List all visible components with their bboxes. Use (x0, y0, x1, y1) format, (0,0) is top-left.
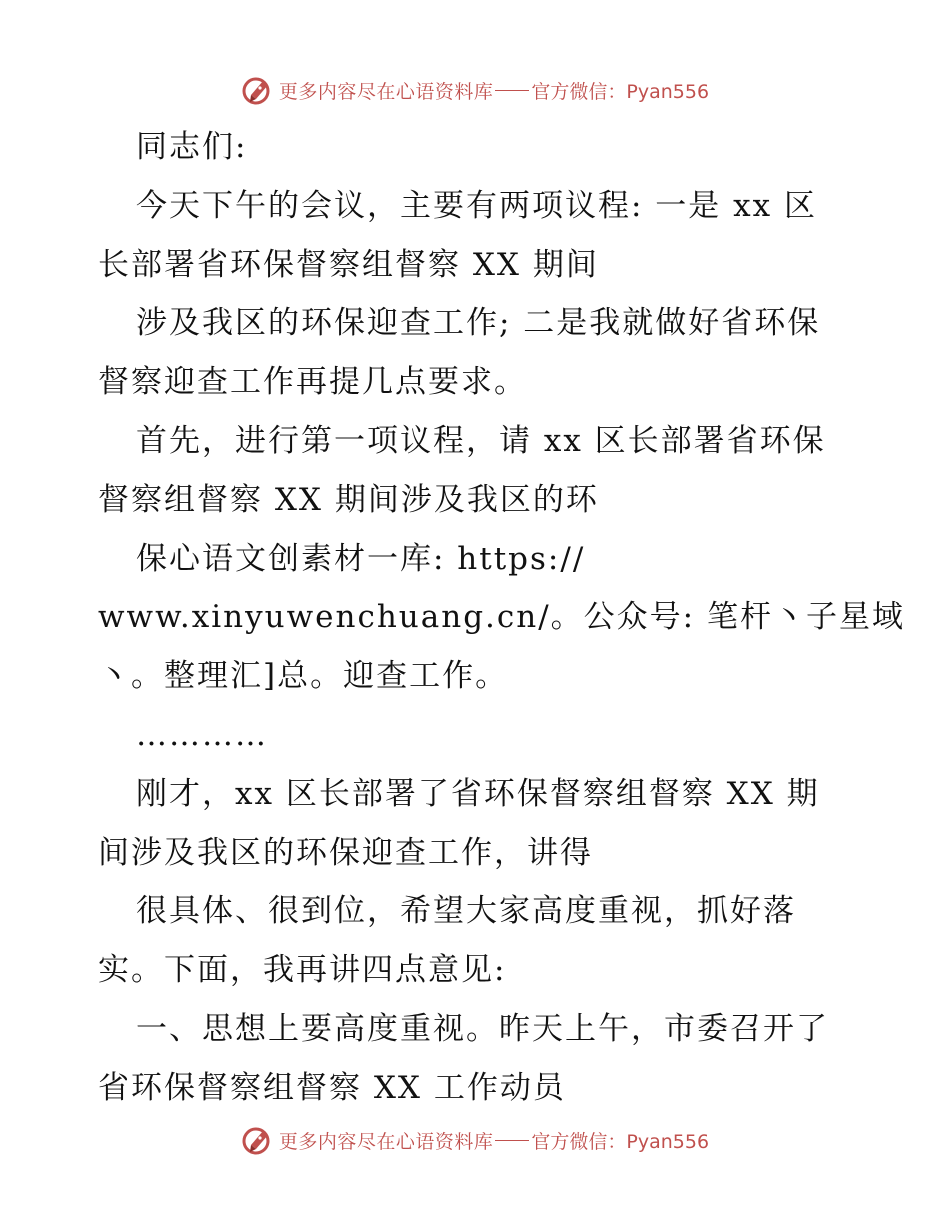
body-line: 今天下午的会议，主要有两项议程: 一是 xx 区 (136, 187, 817, 224)
pen-nib-logo-icon (241, 73, 275, 107)
body-line: 丶。整理汇]总。迎查工作。 (98, 658, 509, 695)
header-banner (0, 70, 950, 110)
body-line: 刚才，xx 区长部署了省环保督察组督察 XX 期 (136, 775, 820, 812)
body-line: www.xinyuwenchuang.cn/。公众号: 笔杆丶子星域 (98, 599, 905, 636)
footer-banner (0, 1120, 950, 1160)
body-line: 实。下面，我再讲四点意见: (98, 952, 507, 989)
document-body (98, 118, 905, 1118)
footer-separator (495, 1140, 529, 1141)
header-brand-text: 更多内容尽在心语资料库 (278, 80, 494, 103)
body-line: 同志们: (136, 129, 248, 165)
body-line: 首先，进行第一项议程，请 xx 区长部署省环保 (136, 422, 826, 459)
body-line: 一、思想上要高度重视。昨天上午，市委召开了 (136, 1010, 829, 1047)
body-line: 涉及我区的环保迎查工作; 二是我就做好省环保 (136, 305, 821, 342)
body-line: 督察组督察 XX 期间涉及我区的环 (98, 481, 599, 518)
body-line: 很具体、很到位，希望大家高度重视，抓好落 (136, 893, 796, 930)
body-line: ………… (136, 716, 268, 753)
body-line: 督察迎查工作再提几点要求。 (98, 364, 527, 401)
footer-brand-text: 更多内容尽在心语资料库 (278, 1130, 494, 1153)
body-line: 保心语文创素材一库: https:// (136, 540, 586, 577)
body-line: 间涉及我区的环保迎查工作，讲得 (98, 834, 593, 871)
header-official-text: 官方微信：Pyan556 (531, 80, 710, 103)
pen-nib-logo-icon (241, 1123, 275, 1157)
header-separator (495, 90, 529, 91)
body-line: 长部署省环保督察组督察 XX 期间 (98, 246, 599, 283)
footer-official-text: 官方微信：Pyan556 (531, 1130, 710, 1153)
body-line: 省环保督察组督察 XX 工作动员 (98, 1069, 566, 1106)
